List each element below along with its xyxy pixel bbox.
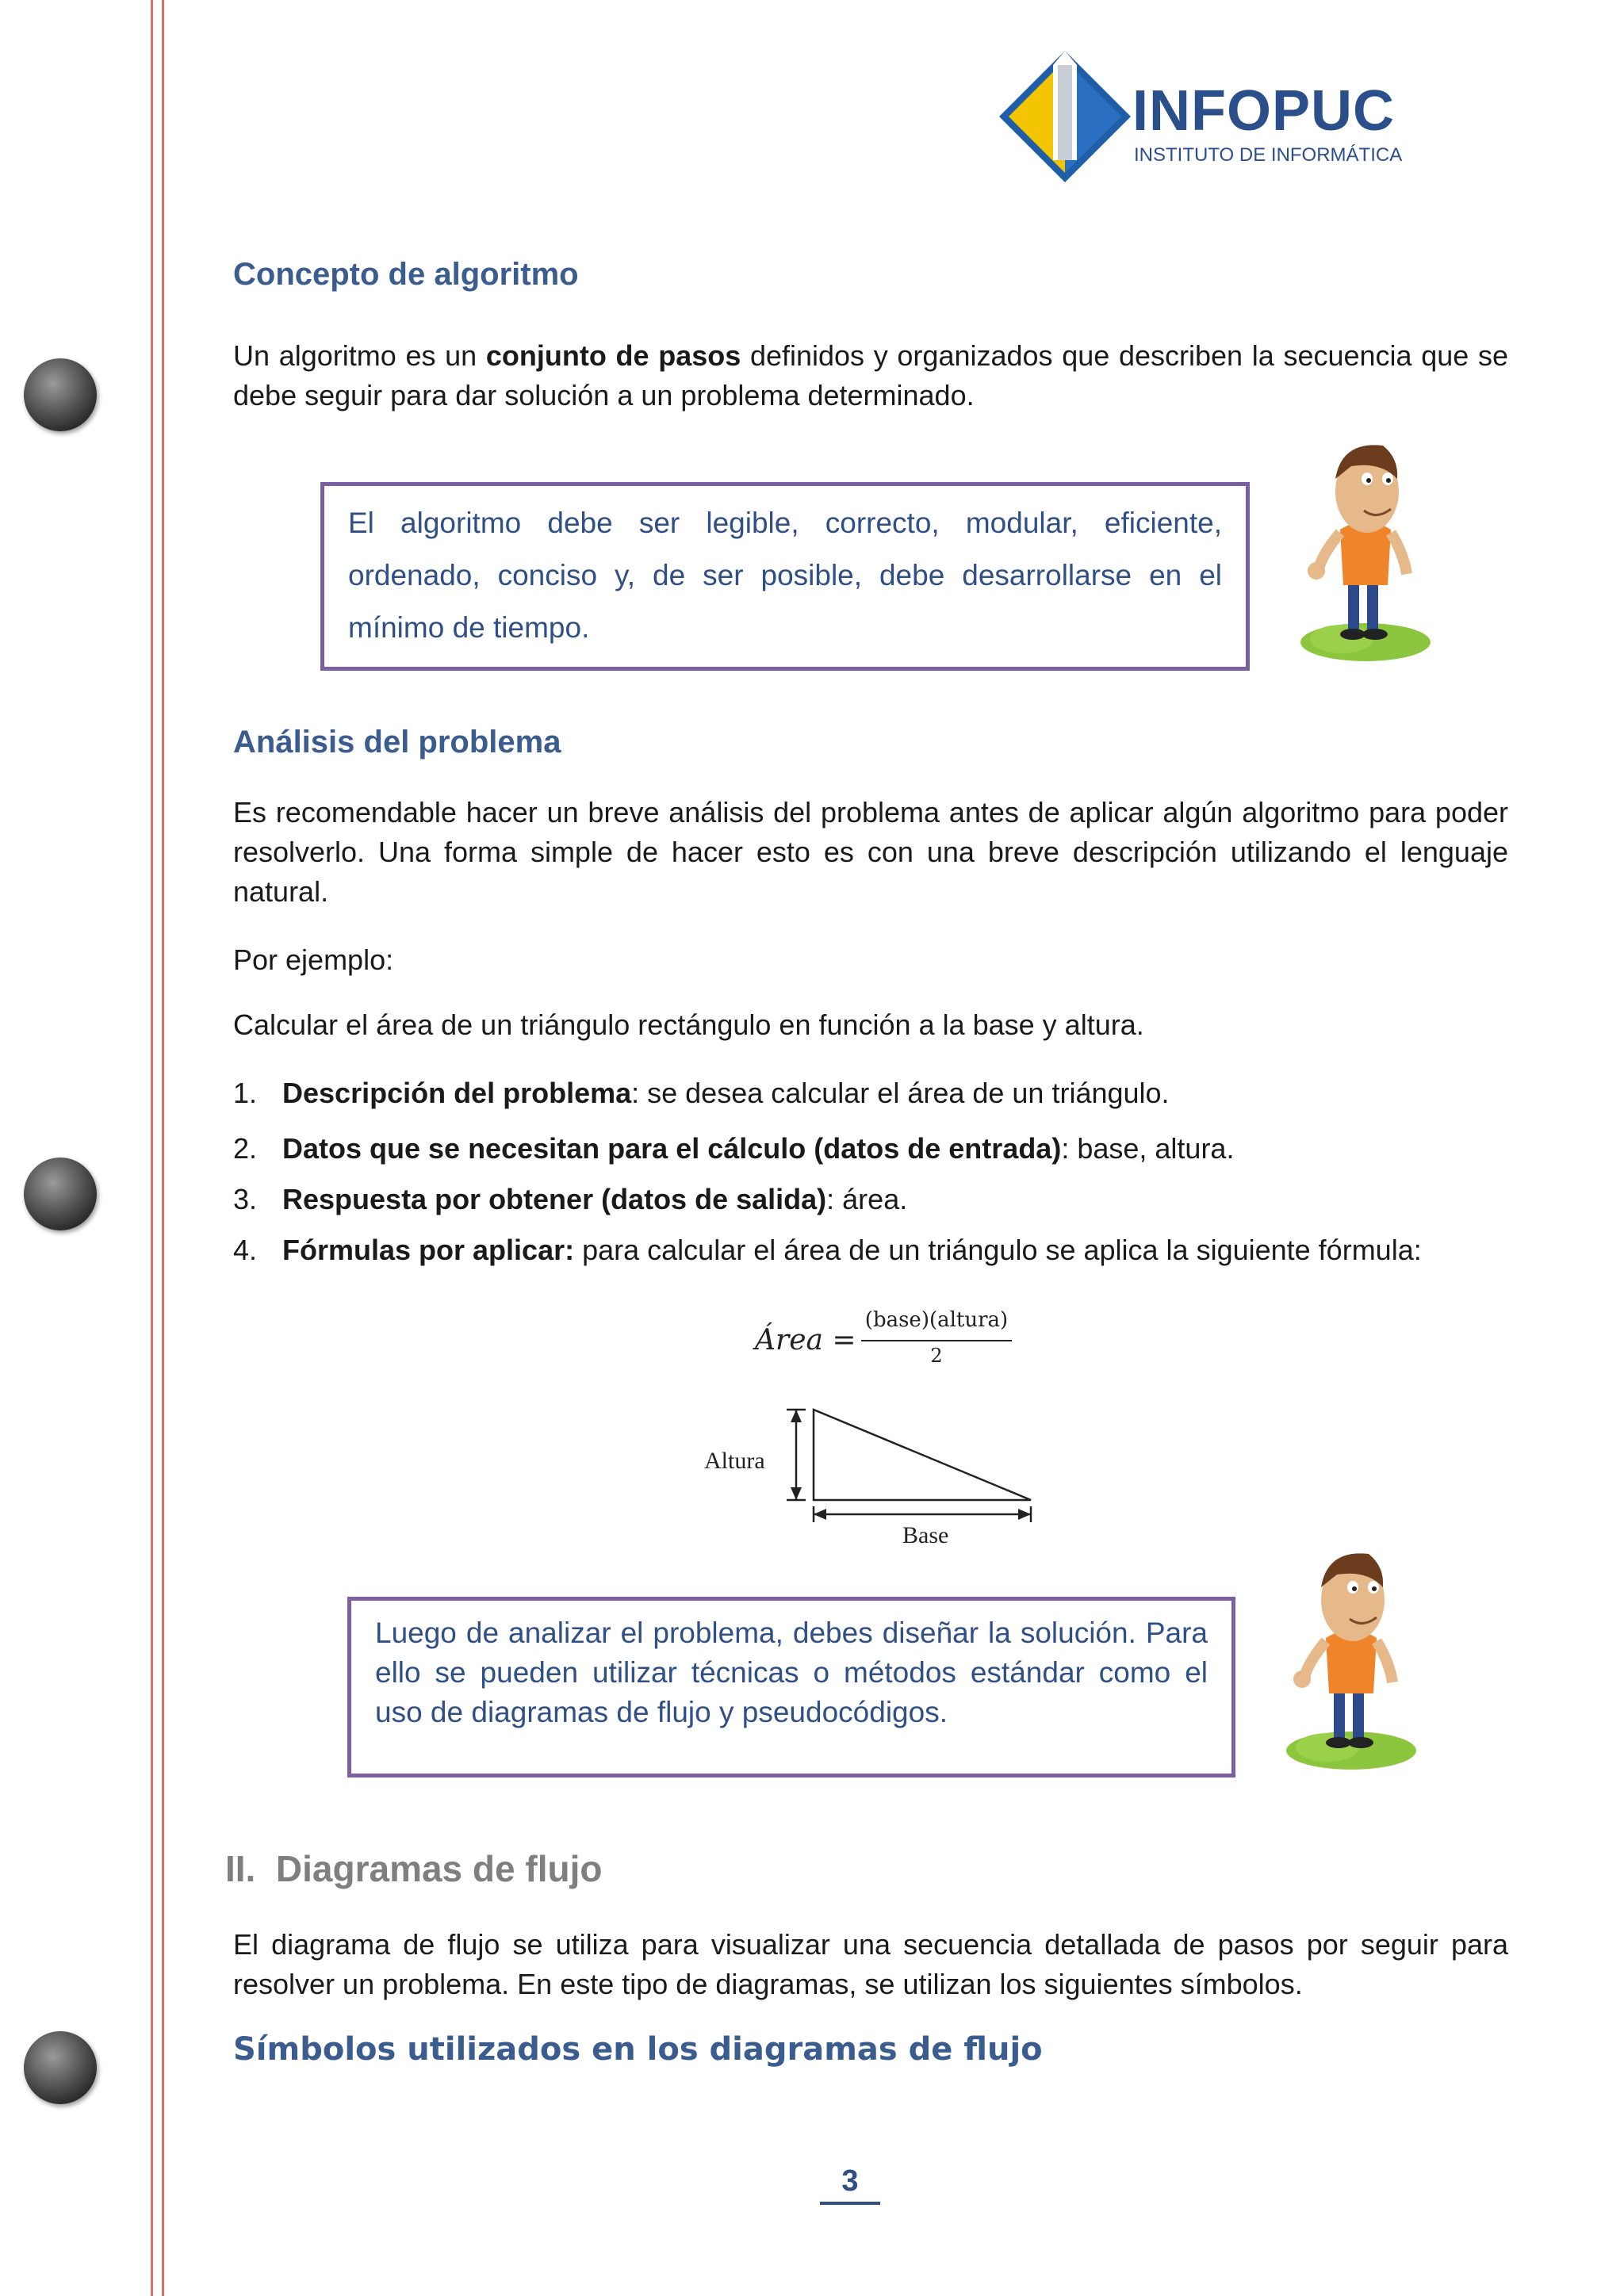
analysis-paragraph: Es recomendable hacer un breve análisis del problema antes de aplicar algún algoritmo para poder resolverlo. Una forma simple de hacer esto es con una breve descripción utilizando el lenguaje natural. xyxy=(233,796,1508,908)
page-number: 3 xyxy=(820,2164,880,2205)
step-number: 3. xyxy=(233,1183,258,1215)
triangle-diagram xyxy=(698,1403,1047,1554)
step-number: 4. xyxy=(233,1234,258,1266)
margin-line-right xyxy=(162,0,164,2296)
concept-note-box xyxy=(320,482,1250,671)
analysis-note-text: Luego de analizar el problema, debes diseñar la solución. Para ello se pueden utilizar técnicas o métodos estándar como el uso de diagramas de flujo y pseudocódigos. xyxy=(375,1617,1208,1728)
step-bold: Datos que se necesitan para el cálculo (datos de entrada) xyxy=(282,1132,1062,1165)
binder-hole-top xyxy=(24,358,97,431)
formula-lhs: Área = xyxy=(755,1324,856,1357)
logo-subtitle: INSTITUTO DE INFORMÁTICA xyxy=(1134,144,1403,166)
example-intro: Por ejemplo: xyxy=(233,943,394,976)
formula-numerator: (base)(altura) xyxy=(864,1308,1009,1332)
flowcharts-section-title xyxy=(225,1847,602,1890)
concept-paragraph xyxy=(233,336,1508,415)
step-number: 2. xyxy=(233,1132,258,1165)
binder-hole-bottom xyxy=(24,2031,97,2104)
margin-line-left xyxy=(151,0,153,2296)
concept-paragraph-pre: Un algoritmo es un xyxy=(233,339,486,372)
base-label: Base xyxy=(902,1522,949,1548)
step-text: : área. xyxy=(826,1183,908,1215)
logo-mark-icon xyxy=(998,49,1132,184)
infopuc-logo xyxy=(998,49,1426,184)
example-statement: Calcular el área de un triángulo rectángulo en función a la base y altura. xyxy=(233,1008,1144,1041)
concept-paragraph-post: definidos y organizados que describen la secuencia que se debe seguir para dar solución a un problema determinado. xyxy=(233,339,1508,411)
symbols-heading: Símbolos utilizados en los diagramas de flujo xyxy=(233,2031,1043,2068)
flowcharts-paragraph: El diagrama de flujo se utiliza para visualizar una secuencia detallada de pasos por seguir para resolver un problema. En este tipo de diagramas, se utilizan los siguientes símbolos. xyxy=(233,1928,1508,2000)
concept-paragraph-bold: conjunto de pasos xyxy=(485,339,741,372)
cartoon-character-illustration xyxy=(1280,1543,1423,1773)
concept-heading: Concepto de algoritmo xyxy=(233,257,579,292)
formula-fraction-bar xyxy=(861,1340,1012,1341)
section-title-text: Diagramas de flujo xyxy=(275,1848,603,1889)
height-label: Altura xyxy=(704,1448,765,1474)
step-item-2 xyxy=(233,1131,1518,1167)
step-text: para calcular el área de un triángulo se aplica la siguiente fórmula: xyxy=(574,1234,1422,1266)
step-item-1 xyxy=(233,1075,1518,1112)
step-item-4 xyxy=(233,1232,1518,1269)
step-bold: Respuesta por obtener (datos de salida) xyxy=(282,1183,827,1215)
formula-denominator: 2 xyxy=(930,1345,943,1367)
step-bold: Descripción del problema xyxy=(282,1077,632,1109)
binder-hole-middle xyxy=(24,1158,97,1230)
step-text: : se desea calcular el área de un triángulo. xyxy=(631,1077,1170,1109)
cartoon-character-illustration xyxy=(1294,434,1437,664)
step-bold: Fórmulas por aplicar: xyxy=(282,1234,575,1266)
section-number: II. xyxy=(225,1848,256,1889)
right-triangle-figure xyxy=(698,1403,1047,1554)
step-number: 1. xyxy=(233,1077,258,1109)
concept-note-text: El algoritmo debe ser legible, correcto, modular, eficiente, ordenado, conciso y, de ser posible, debe desarrollarse en el mínimo de tiempo. xyxy=(348,507,1222,644)
area-formula xyxy=(755,1308,1025,1372)
logo-name: INFOPUC xyxy=(1132,79,1395,143)
analysis-note-box xyxy=(347,1597,1235,1777)
step-text: : base, altura. xyxy=(1061,1132,1235,1165)
analysis-heading: Análisis del problema xyxy=(233,725,561,760)
step-item-3 xyxy=(233,1181,1518,1218)
